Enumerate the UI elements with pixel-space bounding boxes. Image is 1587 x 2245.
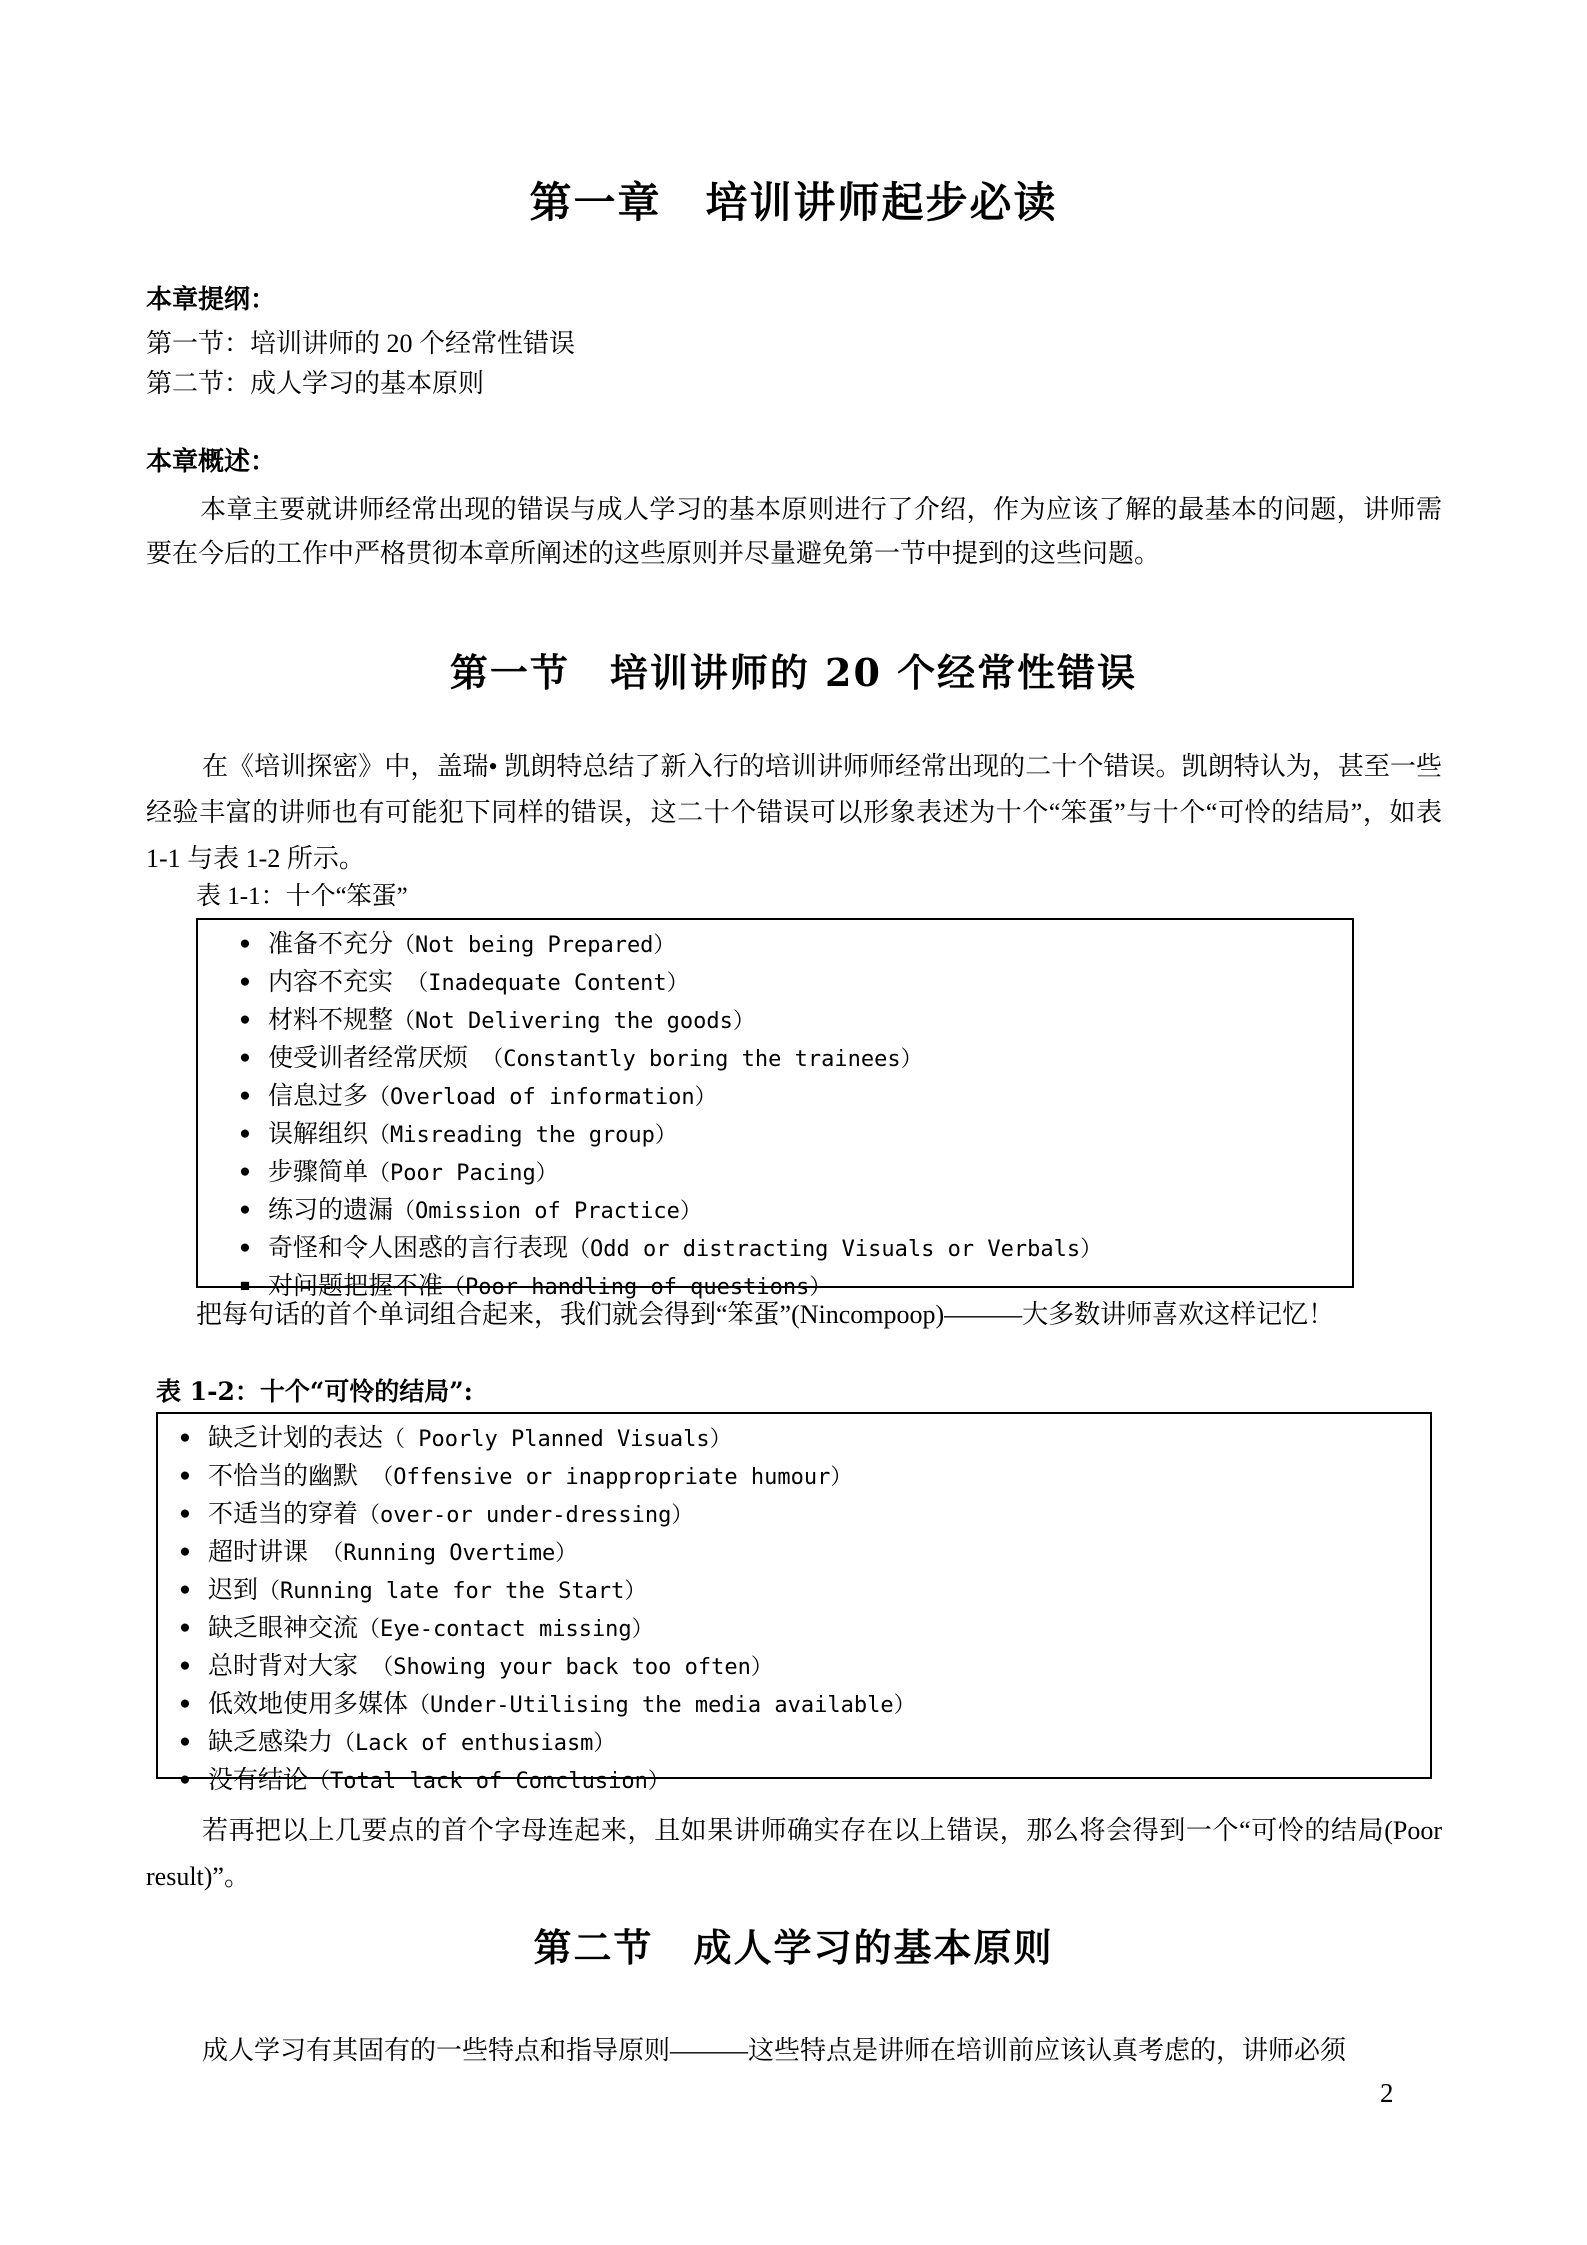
list-item-text: [208, 1687, 916, 1724]
bullet-disc-icon: ●: [179, 1731, 191, 1752]
section-2-paragraph: 成人学习有其固有的一些特点和指导原则———这些特点是讲师在培训前应该认真考虑的，讲师必须: [202, 2036, 1347, 2065]
list-item-text: [268, 1155, 558, 1192]
list-item-en: （Misreading the group）: [368, 1123, 677, 1148]
list-item: [158, 1497, 1430, 1535]
list-item-text: [268, 1079, 717, 1116]
list-item-en: （Eye-contact missing）: [358, 1617, 654, 1642]
chapter-title: 第一章 培训讲师起步必读: [529, 178, 1058, 228]
list-item: [198, 1155, 1352, 1193]
list-item-en: （Omission of Practice）: [393, 1199, 702, 1224]
list-item-en: （over-or under-dressing）: [358, 1503, 694, 1528]
list-item-zh: 超时讲课: [208, 1539, 309, 1566]
list-item-text: [208, 1725, 615, 1762]
list-item-zh: 总时背对大家: [208, 1653, 359, 1680]
list-item-zh: 缺乏感染力: [208, 1729, 334, 1756]
list-item-en: （Not Delivering the goods）: [393, 1009, 755, 1034]
bullet-disc-icon: ●: [179, 1541, 191, 1562]
bullet-disc-icon: ●: [239, 1047, 251, 1068]
table-1-1-box: [196, 918, 1354, 1300]
table-1-2-closing-paragraph: 若再把以上几要点的首个字母连起来，且如果讲师确实存在以上错误，那么将会得到一个“可怜的结局(Poor result)”。: [146, 1816, 1442, 1891]
list-item-zh: 低效地使用多媒体: [208, 1691, 409, 1718]
bullet-disc-icon: ●: [179, 1655, 191, 1676]
list-item: [158, 1649, 1430, 1687]
list-item-zh: 材料不规整: [268, 1007, 394, 1034]
list-item-en: （Total lack of Conclusion）: [308, 1769, 670, 1794]
list-item: [158, 1459, 1430, 1497]
list-item-text: [268, 927, 675, 964]
list-item-text: [268, 1003, 755, 1040]
list-item: [198, 1193, 1352, 1231]
list-item-en: （Constantly boring the trainees）: [468, 1047, 923, 1072]
bullet-disc-icon: ●: [179, 1465, 191, 1486]
list-item-en: （Offensive or inappropriate humour）: [358, 1465, 853, 1490]
list-item-en: （Running Overtime）: [308, 1541, 578, 1566]
bullet-disc-icon: ●: [179, 1617, 191, 1638]
list-item: [198, 965, 1352, 1003]
list-item-zh: 不恰当的幽默: [208, 1463, 359, 1490]
list-item-zh: 准备不充分: [268, 931, 394, 958]
list-item-text: [268, 1231, 1102, 1268]
list-item-zh: 信息过多: [268, 1083, 369, 1110]
bullet-disc-icon: ●: [239, 971, 251, 992]
list-item-zh: 练习的遗漏: [268, 1197, 394, 1224]
list-item: [158, 1573, 1430, 1611]
list-item-en: （Poor handling of questions）: [443, 1275, 832, 1300]
table-1-2-box: [156, 1412, 1432, 1794]
list-item-zh: 没有结论: [208, 1767, 309, 1794]
list-item-en: （Under-Utilising the media available）: [408, 1693, 916, 1718]
bullet-disc-icon: ●: [179, 1427, 191, 1448]
list-item: [198, 1079, 1352, 1117]
list-item-zh: 缺乏眼神交流: [208, 1615, 359, 1642]
list-item: [198, 1231, 1352, 1269]
list-item-text: [208, 1535, 577, 1572]
bullet-disc-icon: ●: [239, 1009, 251, 1030]
overview-label: 本章概述：: [146, 447, 277, 477]
bullet-disc-icon: ●: [239, 1199, 251, 1220]
bullet-disc-icon: ●: [179, 1503, 191, 1524]
list-item-zh: 误解组织: [268, 1121, 369, 1148]
bullet-disc-icon: ●: [239, 1161, 251, 1182]
bullet-disc-icon: ●: [179, 1579, 191, 1600]
section-2-heading: 第二节 成人学习的基本原则: [533, 1924, 1054, 1970]
list-item-text: [208, 1421, 732, 1458]
chapter-overview-block: [146, 442, 1442, 576]
list-item: [158, 1535, 1430, 1573]
list-item: [198, 1041, 1352, 1079]
list-item: [158, 1763, 1430, 1801]
list-item-text: [268, 1117, 677, 1154]
list-item: [158, 1687, 1430, 1725]
list-item-en: （Poor Pacing）: [368, 1161, 558, 1186]
list-item-zh: 对问题把握不准: [268, 1273, 444, 1300]
outline-label: 本章提纲：: [146, 285, 277, 315]
outline-item-2: 第二节：成人学习的基本原则: [146, 369, 485, 398]
list-item: [158, 1725, 1430, 1763]
list-item-text: [268, 1041, 923, 1078]
list-item-zh: 使受训者经常厌烦: [268, 1045, 469, 1072]
list-item-en: （Showing your back too often）: [358, 1655, 773, 1680]
table-1-2-list: [158, 1414, 1430, 1807]
section-1-heading: 第一节 培训讲师的 20 个经常性错误: [449, 649, 1138, 695]
list-item-zh: 步骤简单: [268, 1159, 369, 1186]
list-item: [198, 927, 1352, 965]
list-item-text: [208, 1459, 852, 1496]
list-item-zh: 内容不充实: [268, 969, 394, 996]
list-item-en: （Inadequate Content）: [393, 971, 689, 996]
list-item-zh: 缺乏计划的表达: [208, 1425, 384, 1452]
list-item-text: [208, 1649, 773, 1686]
outline-item-1: 第一节：培训讲师的 20 个经常性错误: [146, 329, 576, 358]
bullet-disc-icon: ●: [179, 1693, 191, 1714]
bullet-disc-icon: ●: [239, 1123, 251, 1144]
list-item-text: [208, 1763, 670, 1800]
list-item-en: （Lack of enthusiasm）: [333, 1731, 616, 1756]
list-item-zh: 迟到: [208, 1577, 259, 1604]
list-item-text: [208, 1497, 693, 1534]
page-number: 2: [1380, 2078, 1394, 2108]
list-item-text: [208, 1573, 646, 1610]
list-item-text: [268, 1193, 702, 1230]
list-item: [198, 1003, 1352, 1041]
overview-paragraph: 本章主要就讲师经常出现的错误与成人学习的基本原则进行了介绍，作为应该了解的最基本的问题，讲师需要在今后的工作中严格贯彻本章所阐述的这些原则并尽量避免第一节中提到的这些问题。: [146, 495, 1442, 568]
list-item-zh: 奇怪和令人困惑的言行表现: [268, 1235, 569, 1262]
table-1-1-caption: 表 1-1：十个“笨蛋”: [196, 883, 408, 910]
list-item-en: （Running late for the Start）: [258, 1579, 647, 1604]
section-1-intro-paragraph: 在《培训探密》中，盖瑞• 凯朗特总结了新入行的培训讲师师经常出现的二十个错误。凯朗特认为，甚至一些经验丰富的讲师也有可能犯下同样的错误，这二十个错误可以形象表述为十个“笨蛋”与十个“可怜的结局”，如表 1-1 与表 1-2 所示。: [146, 752, 1442, 873]
bullet-disc-icon: ●: [239, 1085, 251, 1106]
list-item-text: [208, 1611, 654, 1648]
bullet-square-icon: ■: [239, 1276, 251, 1295]
list-item-en: （Overload of information）: [368, 1085, 717, 1110]
list-item: [198, 1117, 1352, 1155]
list-item-text: [268, 965, 689, 1002]
list-item: [158, 1611, 1430, 1649]
bullet-disc-icon: ●: [179, 1769, 191, 1790]
bullet-disc-icon: ●: [239, 1237, 251, 1258]
list-item-en: （ Poorly Planned Visuals）: [383, 1427, 732, 1452]
list-item-en: （Odd or distracting Visuals or Verbals）: [568, 1237, 1103, 1262]
table-1-1-note: 把每句话的首个单词组合起来，我们就会得到“笨蛋”(Nincompoop)———大多数讲师喜欢这样记忆！: [196, 1300, 1335, 1329]
list-item: [158, 1421, 1430, 1459]
table-1-2-caption: 表 1-2：十个“可怜的结局”:: [156, 1377, 473, 1406]
list-item-zh: 不适当的穿着: [208, 1501, 359, 1528]
bullet-disc-icon: ●: [239, 933, 251, 954]
table-1-1-list: [198, 920, 1352, 1313]
list-item-en: （Not being Prepared）: [393, 933, 676, 958]
chapter-outline-block: [146, 280, 1446, 404]
